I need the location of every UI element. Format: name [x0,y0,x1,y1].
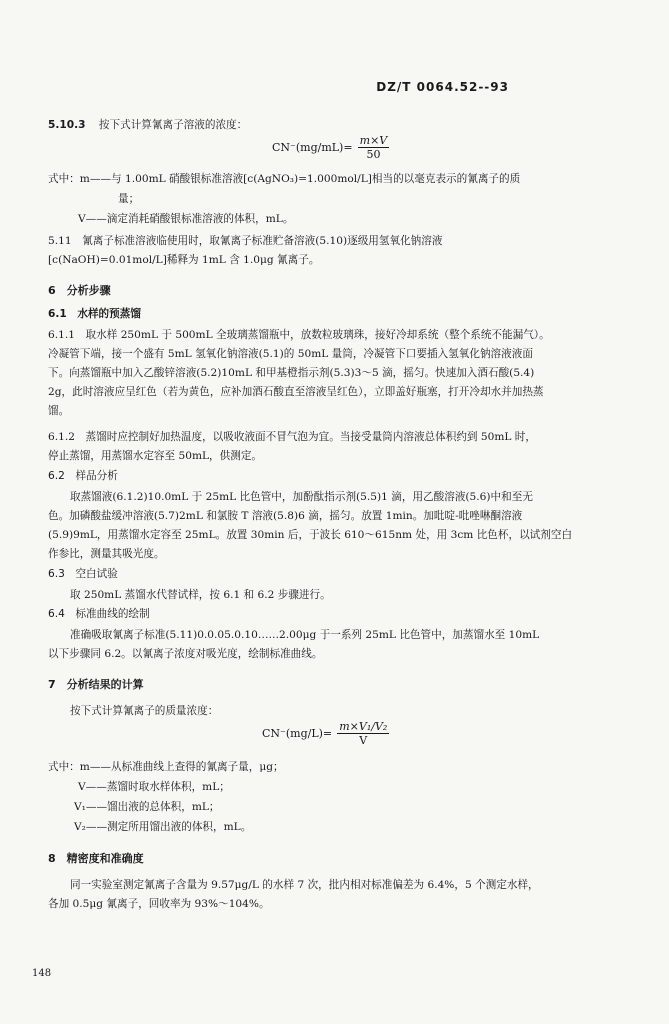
paragraph-line: 6.1.1 取水样 250mL 于 500mL 全玻璃蒸馏瓶中，放数粒玻璃珠，接好冷却系统（整个系统不能漏气）。 [48,329,550,341]
formula-cn-mg-l [262,720,389,747]
section-6-3-title: 6.3 空白试验 [48,568,118,580]
section-6-title: 6 分析步骤 [48,284,111,297]
section-5-10-3-number: 5.10.3 [48,119,86,131]
section-7-def-v2: V₂——测定所用馏出液的体积，mL。 [74,821,252,833]
paragraph-line: 色。加磷酸盐缓冲溶液(5.7)2mL 和氯胺 T 溶液(5.8)6 滴，摇匀。放置 1min。加吡啶-吡唑啉酮溶液 [48,510,523,522]
section-6-4-paragraph [48,626,638,664]
paragraph-line: 馏。 [48,405,70,417]
paragraph-line: 6.1.2 蒸馏时应控制好加热温度，以吸收液面不冒气泡为宜。当接受量筒内溶液总体积约到 50mL 时， [48,431,536,443]
section-7-intro: 按下式计算氰离子的质量浓度： [70,705,219,717]
def-m-line2: 量； [118,193,140,205]
section-5-10-3-text: 按下式计算氰离子溶液的浓度： [98,119,248,131]
paragraph-line: 取蒸馏液(6.1.2)10.0mL 于 25mL 比色管中，加酚酞指示剂(5.5)1 滴，用乙酸溶液(5.6)中和至无 [70,491,533,503]
paragraph-line: 下。向蒸馏瓶中加入乙酸锌溶液(5.2)10mL 和甲基橙指示剂(5.3)3～5 滴，摇匀。快速加入酒石酸(5.4) [48,367,535,379]
section-5-10-3-heading [48,117,247,132]
paragraph-line: 各加 0.5μg 氰离子，回收率为 93%～104%。 [48,898,270,910]
formula-lhs: CN⁻(mg/L)= [262,727,333,740]
paragraph-line: 2g，此时溶液应呈红色（若为黄色，应补加酒石酸直至溶液呈红色），立即盖好瓶塞，打开冷却水并加热蒸 [48,386,544,398]
section-8-title: 8 精密度和准确度 [48,852,144,865]
formula-denominator: 50 [366,148,381,161]
paragraph-line: (5.9)9mL，用蒸馏水定容至 25mL。放置 30min 后，于波长 610～615nm 处，用 3cm 比色杯，以试剂空白 [48,529,573,541]
formula-denominator: V [359,734,368,747]
formula-lhs: CN⁻(mg/mL)= [272,141,353,154]
formula-cn-mg-ml [272,134,389,161]
section-6-3-text: 取 250mL 蒸馏水代替试样，按 6.1 和 6.2 步骤进行。 [70,589,331,601]
section-6-1-2-paragraph [48,428,638,466]
section-6-2-title: 6.2 样品分析 [48,470,118,482]
section-5-11-line1: 5.11 氰离子标准溶液临使用时，取氰离子标准贮备溶液(5.10)逐级用氢氧化钠溶液 [48,235,443,247]
formula-numerator: m×V [359,134,388,147]
page-number: 148 [32,968,52,979]
paragraph-line: 同一实验室测定氰离子含量为 9.57μg/L 的水样 7 次，批内相对标准偏差为 6.4%，5 个测定水样， [70,879,539,891]
section-5-11-line2: [c(NaOH)=0.01mol/L]稀释为 1mL 含 1.0μg 氰离子。 [48,254,320,266]
section-6-2-paragraph [48,488,638,564]
section-6-1-1-paragraph [48,326,638,421]
section-6-1-title: 6.1 水样的预蒸馏 [48,308,141,320]
section-8-paragraph [48,876,638,914]
paragraph-line: 以下步骤同 6.2。以氰离子浓度对吸光度，绘制标准曲线。 [48,648,323,660]
def-v: V——滴定消耗硝酸银标准溶液的体积，mL。 [78,213,294,225]
paragraph-line: 准确吸取氰离子标准(5.11)0.0.05.0.10……2.00μg 于一系列 25mL 比色管中，加蒸馏水至 10mL [70,629,540,641]
formula-fraction [358,134,390,161]
standard-code-header: DZ/T 0064.52--93 [376,80,509,94]
formula-numerator: m×V₁/V₂ [339,720,388,733]
section-7-def-v1: V₁——馏出液的总体积，mL； [74,801,220,813]
section-7-title: 7 分析结果的计算 [48,678,144,691]
paragraph-line: 停止蒸馏，用蒸馏水定容至 50mL，供测定。 [48,450,263,462]
paragraph-line: 作参比，测量其吸光度。 [48,548,165,560]
def-m-line1: 式中：m——与 1.00mL 硝酸银标准溶液[c(AgNO₃)=1.000mol/L]相当的以毫克表示的氰离子的质 [48,173,521,185]
section-6-4-title: 6.4 标准曲线的绘制 [48,608,150,620]
section-7-def-v: V——蒸馏时取水样体积，mL； [78,781,230,793]
paragraph-line: 冷凝管下端，接一个盛有 5mL 氢氧化钠溶液(5.1)的 50mL 量筒，冷凝管下口要插入氢氧化钠溶液液面 [48,348,533,360]
formula-fraction [337,720,389,747]
section-7-def-m: 式中：m——从标准曲线上查得的氰离子量，μg； [48,761,284,773]
